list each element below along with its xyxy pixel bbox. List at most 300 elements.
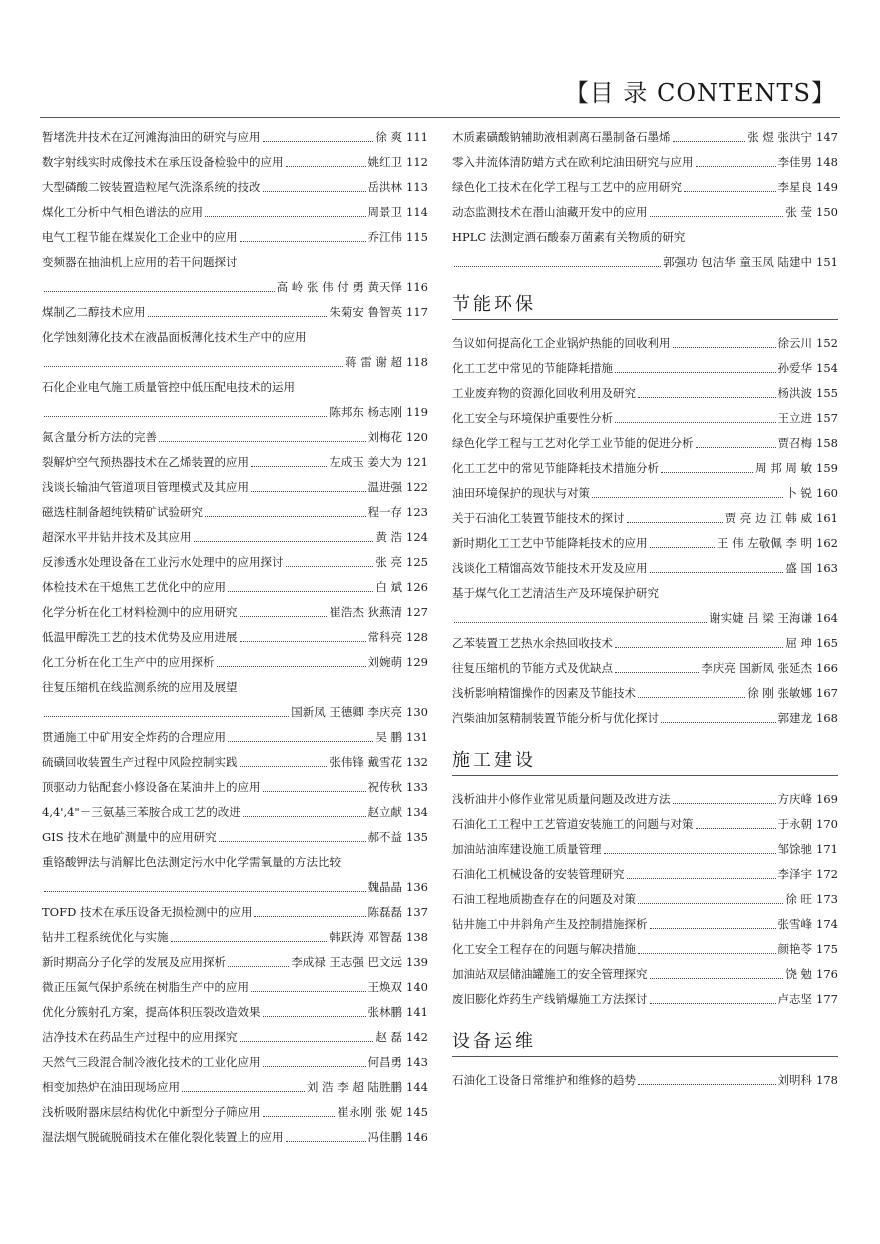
- entry-page: 162: [816, 536, 838, 550]
- entry-line: [42, 555, 428, 570]
- section-heading: [452, 746, 838, 776]
- entry-author: 刘梅花: [367, 430, 403, 444]
- entry-title: 湿法烟气脱硫脱硝技术在催化裂化装置上的应用: [42, 1130, 284, 1144]
- entry-author: 黄 浩: [375, 530, 403, 544]
- entry-author: 卜 锐: [785, 486, 813, 500]
- entry-line: [42, 1055, 428, 1070]
- dot-leader: [44, 716, 289, 717]
- toc-entry[interactable]: [42, 505, 428, 520]
- entry-title-line: [42, 855, 428, 870]
- entry-title: 刍议如何提高化工企业锅炉热能的回收利用: [452, 336, 671, 350]
- entry-page: 130: [406, 705, 428, 719]
- entry-line: [42, 980, 428, 995]
- toc-entry[interactable]: [452, 817, 838, 832]
- entry-title: 反渗透水处理设备在工业污水处理中的应用探讨: [42, 555, 284, 569]
- entry-title: 化工工艺中常见的节能降耗措施: [452, 361, 613, 375]
- entry-page: 133: [406, 780, 428, 794]
- entry-author: 颜艳苓: [777, 942, 813, 956]
- toc-entry[interactable]: [42, 755, 428, 770]
- dot-leader: [627, 878, 776, 879]
- entry-page: 143: [406, 1055, 428, 1069]
- entry-page: 177: [816, 992, 838, 1006]
- entry-author: 方庆峰: [777, 792, 813, 806]
- dot-leader: [159, 441, 366, 442]
- entry-title: 石油化工工程中工艺管道安装施工的问题与对策: [452, 817, 694, 831]
- toc-entry[interactable]: [42, 555, 428, 570]
- entry-author: 王 伟 左敬佩 李 明: [716, 536, 813, 550]
- entry-line: [452, 486, 838, 501]
- toc-entry[interactable]: [42, 805, 428, 820]
- entry-title: 煤化工分析中气相色谱法的应用: [42, 205, 203, 219]
- entry-page: 160: [816, 486, 838, 500]
- entry-line: [42, 930, 428, 945]
- toc-entry[interactable]: [452, 386, 838, 401]
- entry-title: 加油站双层储油罐施工的安全管理探究: [452, 967, 648, 981]
- toc-entry[interactable]: [452, 205, 838, 220]
- entry-author: 赵 磊: [375, 1030, 403, 1044]
- entry-page: 172: [816, 867, 838, 881]
- entry-title: 氮含量分析方法的完善: [42, 430, 157, 444]
- entry-author: 李星良: [777, 180, 813, 194]
- toc-entry[interactable]: [42, 930, 428, 945]
- entry-page: 132: [406, 755, 428, 769]
- toc-entry[interactable]: [42, 230, 428, 245]
- toc-entry[interactable]: [452, 230, 838, 270]
- dot-leader: [194, 541, 374, 542]
- dot-leader: [286, 1141, 366, 1142]
- entry-author: 左成玉 姜大为: [329, 455, 403, 469]
- toc-entry[interactable]: [42, 155, 428, 170]
- toc-entry[interactable]: [42, 780, 428, 795]
- entry-title: 废旧膨化炸药生产线销爆施工方法探讨: [452, 992, 648, 1006]
- toc-entry[interactable]: [452, 155, 838, 170]
- entry-title: 暂堵洗井技术在辽河滩海油田的研究与应用: [42, 130, 261, 144]
- dot-leader: [696, 166, 776, 167]
- entry-line: [42, 505, 428, 520]
- entry-page: 142: [406, 1030, 428, 1044]
- dot-leader: [240, 1041, 374, 1042]
- entry-title: HPLC 法测定酒石酸泰万菌素有关物质的研究: [452, 230, 686, 244]
- entry-author: 于永朝: [777, 817, 813, 831]
- entry-title: 磁选柱制备超纯铁精矿试验研究: [42, 505, 203, 519]
- contents-header: 【目 录 CONTENTS】: [564, 79, 836, 107]
- entry-title-line: [42, 680, 428, 695]
- dot-leader: [254, 916, 365, 917]
- dot-leader: [205, 216, 366, 217]
- entry-line: [42, 430, 428, 445]
- toc-entry[interactable]: [42, 630, 428, 645]
- entry-title: 超深水平井钻井技术及其应用: [42, 530, 192, 544]
- toc-entry[interactable]: [452, 967, 838, 982]
- dot-leader: [454, 622, 707, 623]
- toc-entry[interactable]: [452, 361, 838, 376]
- entry-title: 乙苯装置工艺热水余热回收技术: [452, 636, 613, 650]
- entry-author: 白 斌: [375, 580, 403, 594]
- entry-title: 绿色化工技术在化学工程与工艺中的应用研究: [452, 180, 682, 194]
- entry-line: [42, 755, 428, 770]
- entry-line: [452, 842, 838, 857]
- entry-author: 张雪峰: [777, 917, 813, 931]
- toc-entry[interactable]: [42, 905, 428, 920]
- dot-leader: [615, 672, 699, 673]
- entry-author: 崔永刚 张 妮: [337, 1105, 403, 1119]
- entry-author: 李成禄 王志强 巴文远: [291, 955, 403, 969]
- toc-entry[interactable]: [42, 430, 428, 445]
- entry-title: 化工工艺中的常见节能降耗技术措施分析: [452, 461, 659, 475]
- toc-entry[interactable]: [452, 867, 838, 882]
- entry-author: 张 亮: [375, 555, 403, 569]
- section-name: 节能环保: [452, 294, 536, 315]
- entry-author: 杨洪波: [777, 386, 813, 400]
- entry-page: 147: [816, 130, 838, 144]
- entry-page: 134: [406, 805, 428, 819]
- entry-line: [42, 1080, 428, 1095]
- entry-author: 张 莹: [785, 205, 813, 219]
- dot-leader: [650, 572, 784, 573]
- dot-leader: [44, 366, 343, 367]
- entry-title-line: [42, 255, 428, 270]
- toc-entry[interactable]: [452, 536, 838, 551]
- toc-entry[interactable]: [42, 205, 428, 220]
- entry-author: 李泽宇: [777, 867, 813, 881]
- left-column: [42, 130, 428, 1155]
- toc-entry[interactable]: [42, 855, 428, 895]
- toc-entry[interactable]: [452, 336, 838, 351]
- entry-line: [42, 530, 428, 545]
- toc-entry[interactable]: [452, 792, 838, 807]
- entry-author: 卢志坚: [777, 992, 813, 1006]
- entry-page: 175: [816, 942, 838, 956]
- toc-entry[interactable]: [452, 636, 838, 651]
- dot-leader: [638, 953, 776, 954]
- entry-line: [42, 1130, 428, 1145]
- dot-leader: [638, 697, 745, 698]
- section-heading: [452, 290, 838, 320]
- entry-author: 贾召梅: [777, 436, 813, 450]
- entry-line: [452, 817, 838, 832]
- entry-page: 167: [816, 686, 838, 700]
- entry-title: 煤制乙二醇技术应用: [42, 305, 146, 319]
- header-rule: [40, 117, 840, 118]
- entry-leader-line: [42, 705, 428, 720]
- toc-entry[interactable]: [42, 955, 428, 970]
- entry-author: 高 岭 张 伟 付 勇 黄天怿: [276, 280, 403, 294]
- entry-line: [452, 686, 838, 701]
- entry-line: [452, 180, 838, 195]
- entry-line: [452, 561, 838, 576]
- toc-entry[interactable]: [452, 942, 838, 957]
- entry-page: 145: [406, 1105, 428, 1119]
- entry-title: 钻井工程系统优化与实施: [42, 930, 169, 944]
- toc-entry[interactable]: [452, 586, 838, 626]
- toc-entry[interactable]: [42, 180, 428, 195]
- entry-page: 154: [816, 361, 838, 375]
- dot-leader: [148, 316, 328, 317]
- entry-page: 150: [816, 205, 838, 219]
- toc-entry[interactable]: [42, 480, 428, 495]
- entry-title: 数字射线实时成像技术在承压设备检验中的应用: [42, 155, 284, 169]
- entry-title: 微正压氮气保护系统在树脂生产中的应用: [42, 980, 249, 994]
- entry-line: [452, 892, 838, 907]
- entry-line: [42, 805, 428, 820]
- entry-page: 149: [816, 180, 838, 194]
- entry-author: 王焕双: [367, 980, 403, 994]
- dot-leader: [638, 1084, 776, 1085]
- entry-page: 117: [406, 305, 428, 319]
- toc-entry[interactable]: [42, 1005, 428, 1020]
- entry-line: [42, 1030, 428, 1045]
- entry-leader-line: [452, 611, 838, 626]
- entry-page: 158: [816, 436, 838, 450]
- entry-title: 浅析影响精馏操作的因素及节能技术: [452, 686, 636, 700]
- dot-leader: [251, 491, 366, 492]
- entry-title: 变频器在抽油机上应用的若干问题探讨: [42, 255, 238, 269]
- right-column: [452, 130, 838, 1098]
- entry-title: 浅析吸附器床层结构优化中新型分子筛应用: [42, 1105, 261, 1119]
- dot-leader: [638, 397, 776, 398]
- toc-entry[interactable]: [452, 411, 838, 426]
- dot-leader: [44, 891, 366, 892]
- entry-line: [42, 630, 428, 645]
- entry-author: 韩跃涛 邓智磊: [329, 930, 403, 944]
- entry-author: 陈磊磊: [367, 905, 403, 919]
- entry-title: 浅谈长输油气管道项目管理模式及其应用: [42, 480, 249, 494]
- toc-entry[interactable]: [42, 530, 428, 545]
- dot-leader: [205, 516, 366, 517]
- entry-line: [452, 536, 838, 551]
- entry-author: 邹馀驰: [777, 842, 813, 856]
- entry-title: TOFD 技术在承压设备无损检测中的应用: [42, 905, 253, 919]
- entry-page: 139: [406, 955, 428, 969]
- entry-page: 170: [816, 817, 838, 831]
- toc-entry[interactable]: [42, 455, 428, 470]
- entry-author: 张 煜 张洪宁: [747, 130, 813, 144]
- toc-entry[interactable]: [42, 130, 428, 145]
- toc-entry[interactable]: [42, 680, 428, 720]
- dot-leader: [228, 741, 373, 742]
- entry-title-line: [452, 586, 838, 601]
- dot-leader: [217, 666, 366, 667]
- toc-entry[interactable]: [42, 1105, 428, 1120]
- entry-title: 相变加热炉在油田现场应用: [42, 1080, 180, 1094]
- dot-leader: [228, 591, 373, 592]
- entry-title: 体检技术在干熄焦工艺优化中的应用: [42, 580, 226, 594]
- entry-page: 114: [406, 205, 428, 219]
- entry-page: 113: [406, 180, 428, 194]
- entry-title: 新时期高分子化学的发展及应用探析: [42, 955, 226, 969]
- toc-entry[interactable]: [42, 255, 428, 295]
- entry-line: [452, 967, 838, 982]
- section-heading: [452, 1027, 838, 1057]
- entry-title: 天然气三段混合制冷液化技术的工业化应用: [42, 1055, 261, 1069]
- dot-leader: [615, 372, 776, 373]
- dot-leader: [219, 841, 366, 842]
- entry-author: 吴 鹏: [375, 730, 403, 744]
- dot-leader: [650, 547, 715, 548]
- toc-entry[interactable]: [452, 130, 838, 145]
- entry-page: 111: [406, 130, 428, 144]
- entry-line: [452, 792, 838, 807]
- entry-title: 石油工程地质勘查存在的问题及对策: [452, 892, 636, 906]
- entry-author: 魏晶晶: [367, 880, 403, 894]
- dot-leader: [263, 141, 374, 142]
- toc-entry[interactable]: [452, 486, 838, 501]
- toc-entry[interactable]: [42, 605, 428, 620]
- entry-author: 崔浩杰 狄燕清: [329, 605, 403, 619]
- entry-title: 4,4',4"－三氨基三苯胺合成工艺的改进: [42, 805, 241, 819]
- entry-title: 加油站油库建设施工质量管理: [452, 842, 602, 856]
- entry-title: 硫磺回收装置生产过程中风险控制实践: [42, 755, 238, 769]
- entry-page: 136: [406, 880, 428, 894]
- entry-author: 徐云川: [777, 336, 813, 350]
- entry-page: 155: [816, 386, 838, 400]
- entry-author: 蒋 雷 谢 超: [345, 355, 403, 369]
- entry-page: 171: [816, 842, 838, 856]
- dot-leader: [638, 903, 783, 904]
- entry-line: [452, 205, 838, 220]
- entry-page: 141: [406, 1005, 428, 1019]
- entry-author: 郝不益: [367, 830, 403, 844]
- toc-entry[interactable]: [42, 305, 428, 320]
- entry-title: 裂解炉空气预热器技术在乙烯装置的应用: [42, 455, 249, 469]
- dot-leader: [240, 641, 366, 642]
- entry-page: 135: [406, 830, 428, 844]
- toc-entry[interactable]: [452, 180, 838, 195]
- toc-entry[interactable]: [42, 655, 428, 670]
- entry-title: 关于石油化工装置节能技术的探讨: [452, 511, 625, 525]
- dot-leader: [696, 828, 776, 829]
- dot-leader: [263, 1116, 336, 1117]
- entry-page: 165: [816, 636, 838, 650]
- toc-entry[interactable]: [452, 461, 838, 476]
- dot-leader: [650, 928, 776, 929]
- toc-entry[interactable]: [452, 842, 838, 857]
- entry-line: [42, 905, 428, 920]
- entry-page: 169: [816, 792, 838, 806]
- toc-entry[interactable]: [452, 992, 838, 1007]
- entry-author: 屈 珅: [785, 636, 813, 650]
- dot-leader: [263, 791, 366, 792]
- entry-author: 刘明科: [777, 1073, 813, 1087]
- entry-author: 常科亮: [367, 630, 403, 644]
- toc-entry[interactable]: [452, 511, 838, 526]
- entry-page: 118: [406, 355, 428, 369]
- toc-entry[interactable]: [452, 661, 838, 676]
- dot-leader: [171, 941, 328, 942]
- entry-title-line: [42, 330, 428, 345]
- toc-entry[interactable]: [42, 380, 428, 420]
- dot-leader: [661, 472, 753, 473]
- entry-page: 131: [406, 730, 428, 744]
- dot-leader: [263, 1066, 366, 1067]
- entry-page: 178: [816, 1073, 838, 1087]
- entry-page: 159: [816, 461, 838, 475]
- entry-page: 173: [816, 892, 838, 906]
- entry-line: [42, 305, 428, 320]
- entry-title-line: [452, 230, 838, 245]
- entry-line: [42, 580, 428, 595]
- entry-line: [42, 180, 428, 195]
- dot-leader: [263, 191, 366, 192]
- entry-line: [42, 130, 428, 145]
- dot-leader: [44, 291, 275, 292]
- dot-leader: [661, 722, 776, 723]
- entry-author: 何昌勇: [367, 1055, 403, 1069]
- entry-line: [452, 461, 838, 476]
- toc-entry[interactable]: [42, 730, 428, 745]
- toc-entry[interactable]: [42, 330, 428, 370]
- entry-page: 112: [406, 155, 428, 169]
- entry-author: 朱菊安 鲁智英: [329, 305, 403, 319]
- entry-page: 137: [406, 905, 428, 919]
- entry-line: [452, 636, 838, 651]
- entry-author: 李佳男: [777, 155, 813, 169]
- toc-entry[interactable]: [42, 1055, 428, 1070]
- toc-entry[interactable]: [42, 980, 428, 995]
- entry-author: 饶 勉: [785, 967, 813, 981]
- entry-page: 126: [406, 580, 428, 594]
- toc-entry[interactable]: [42, 580, 428, 595]
- dot-leader: [615, 647, 783, 648]
- entry-line: [452, 336, 838, 351]
- entry-page: 116: [406, 280, 428, 294]
- toc-entry[interactable]: [42, 1130, 428, 1145]
- toc-entry[interactable]: [42, 1030, 428, 1045]
- toc-entry[interactable]: [452, 892, 838, 907]
- section-rule: [452, 319, 838, 320]
- entry-line: [452, 411, 838, 426]
- entry-title: 化工安全与环境保护重要性分析: [452, 411, 613, 425]
- entry-title: 新时期化工工艺中节能降耗技术的应用: [452, 536, 648, 550]
- dot-leader: [243, 816, 366, 817]
- dot-leader: [650, 1003, 776, 1004]
- toc-entry[interactable]: [452, 1073, 838, 1088]
- entry-line: [42, 480, 428, 495]
- entry-line: [42, 205, 428, 220]
- entry-line: [452, 511, 838, 526]
- dot-leader: [286, 566, 374, 567]
- toc-entry[interactable]: [452, 561, 838, 576]
- entry-author: 郭建龙: [777, 711, 813, 725]
- entry-author: 郭强功 包洁华 童玉凤 陆建中: [663, 255, 813, 269]
- entry-page: 129: [406, 655, 428, 669]
- entry-title: 浅谈化工精馏高效节能技术开发及应用: [452, 561, 648, 575]
- entry-page: 121: [406, 455, 428, 469]
- entry-page: 151: [816, 255, 838, 269]
- entry-line: [452, 711, 838, 726]
- entry-page: 148: [816, 155, 838, 169]
- toc-entry[interactable]: [452, 917, 838, 932]
- toc-entry[interactable]: [452, 686, 838, 701]
- toc-entry[interactable]: [42, 1080, 428, 1095]
- entry-line: [452, 361, 838, 376]
- section-rule: [452, 775, 838, 776]
- entry-author: 温进强: [367, 480, 403, 494]
- dot-leader: [240, 766, 328, 767]
- entry-line: [452, 917, 838, 932]
- entry-author: 乔江伟: [367, 230, 403, 244]
- entry-author: 徐 旺: [785, 892, 813, 906]
- toc-entry[interactable]: [452, 711, 838, 726]
- entry-author: 祝传秋: [367, 780, 403, 794]
- entry-line: [452, 436, 838, 451]
- toc-entry[interactable]: [42, 830, 428, 845]
- entry-author: 张林鹏: [367, 1005, 403, 1019]
- entry-line: [452, 661, 838, 676]
- entry-line: [452, 942, 838, 957]
- toc-entry[interactable]: [452, 436, 838, 451]
- entry-page: 123: [406, 505, 428, 519]
